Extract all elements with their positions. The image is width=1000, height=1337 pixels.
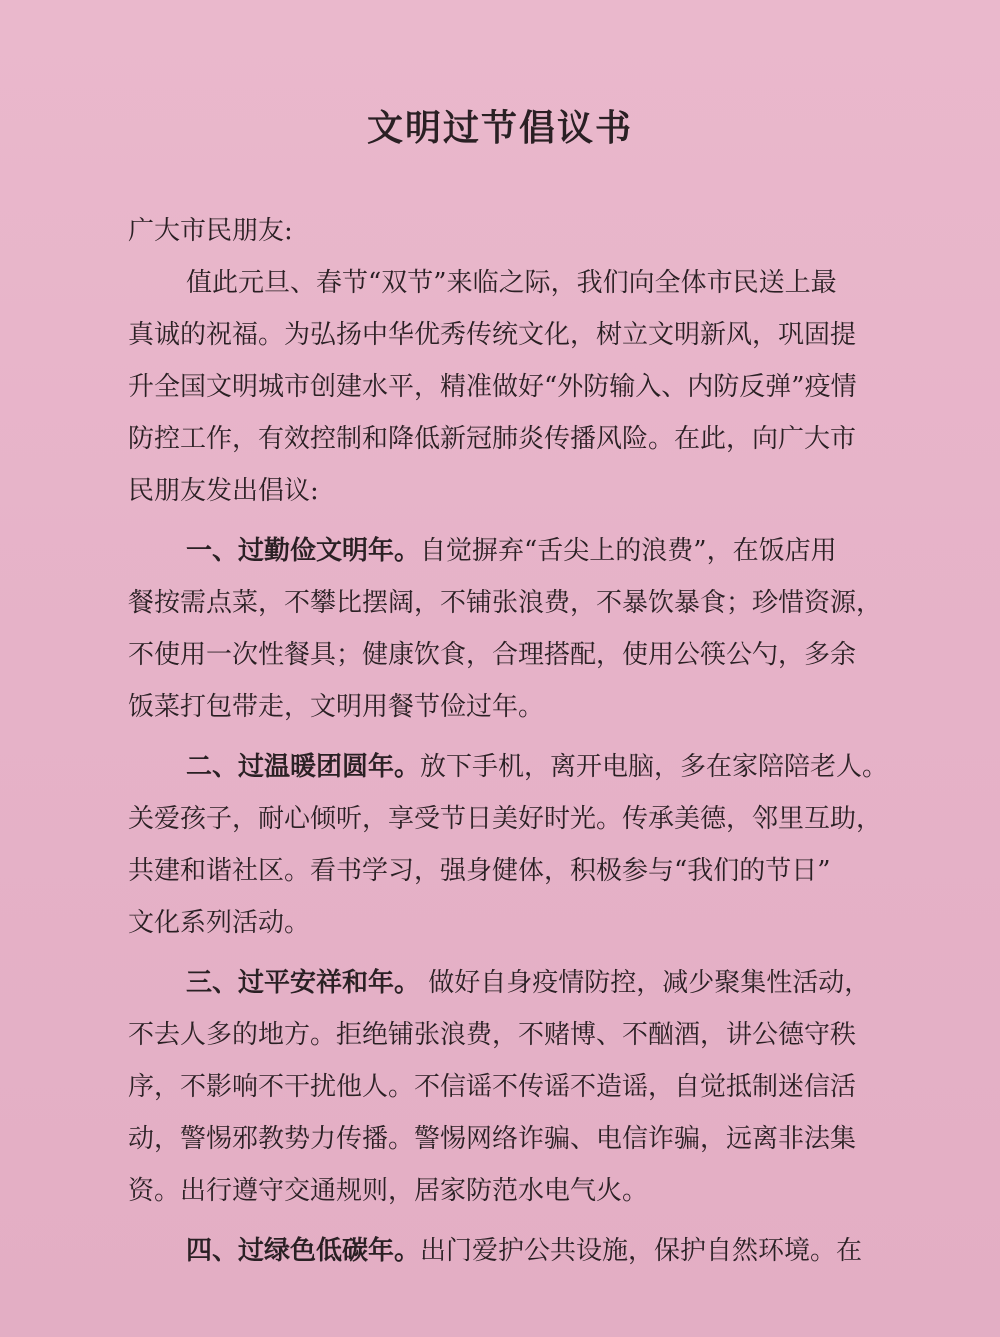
paragraph-line: 资。出行遵守交通规则，居家防范水电气火。	[128, 1176, 649, 1206]
paragraph-line: 餐按需点菜，不攀比摆阔，不铺张浪费，不暴饮暴食；珍惜资源，	[128, 588, 883, 618]
section-4	[128, 1225, 898, 1277]
paragraph-line: 升全国文明城市创建水平，精准做好“外防输入、内防反弹”疫情	[128, 372, 857, 402]
section-heading: 一、过勤俭文明年。	[186, 536, 421, 566]
section-text: 做好自身疫情防控，减少聚集性活动，	[420, 968, 871, 998]
paragraph-line: 共建和谐社区。看书学习，强身健体，积极参与“我们的节日”	[128, 856, 831, 886]
paragraph-line: 防控工作，有效控制和降低新冠肺炎传播风险。在此，向广大市	[128, 424, 857, 454]
section-text: 自觉摒弃“舌尖上的浪费”，在饭店用	[420, 536, 837, 566]
paragraph-line: 文化系列活动。	[128, 908, 311, 938]
paragraph-line: 真诚的祝福。为弘扬中华优秀传统文化，树立文明新风，巩固提	[128, 320, 857, 350]
document-title: 文明过节倡议书	[366, 107, 633, 149]
paragraph-line: 关爱孩子，耐心倾听，享受节日美好时光。传承美德，邻里互助，	[128, 804, 883, 834]
section-text: 出门爱护公共设施，保护自然环境。在	[420, 1236, 863, 1266]
paragraph-line: 序，不影响不干扰他人。不信谣不传谣不造谣，自觉抵制迷信活	[128, 1072, 857, 1102]
section-1	[128, 525, 898, 733]
paragraph-line: 民朋友发出倡议:	[128, 476, 319, 506]
paragraph-line: 值此元旦、春节“双节”来临之际，我们向全体市民送上最	[186, 268, 837, 298]
paragraph-line: 不去人多的地方。拒绝铺张浪费，不赌博、不酗酒，讲公德守秩	[128, 1020, 857, 1050]
section-first-line	[128, 741, 898, 793]
paragraph-line: 动，警惕邪教势力传播。警惕网络诈骗、电信诈骗，远离非法集	[128, 1124, 857, 1154]
section-3	[128, 957, 898, 1217]
section-first-line	[128, 957, 898, 1009]
intro-paragraph	[128, 257, 898, 517]
document-body	[128, 205, 898, 1277]
salutation: 广大市民朋友:	[128, 216, 293, 246]
section-heading: 三、过平安祥和年。	[186, 968, 421, 998]
paragraph-line: 饭菜打包带走，文明用餐节俭过年。	[128, 692, 545, 722]
section-heading: 二、过温暖团圆年。	[186, 752, 421, 782]
section-first-line	[128, 525, 898, 577]
section-text: 放下手机，离开电脑，多在家陪陪老人。	[420, 752, 889, 782]
section-2	[128, 741, 898, 949]
section-heading: 四、过绿色低碳年。	[186, 1236, 421, 1266]
paragraph-line: 不使用一次性餐具；健康饮食，合理搭配，使用公筷公勺，多余	[128, 640, 857, 670]
section-first-line	[128, 1225, 898, 1277]
